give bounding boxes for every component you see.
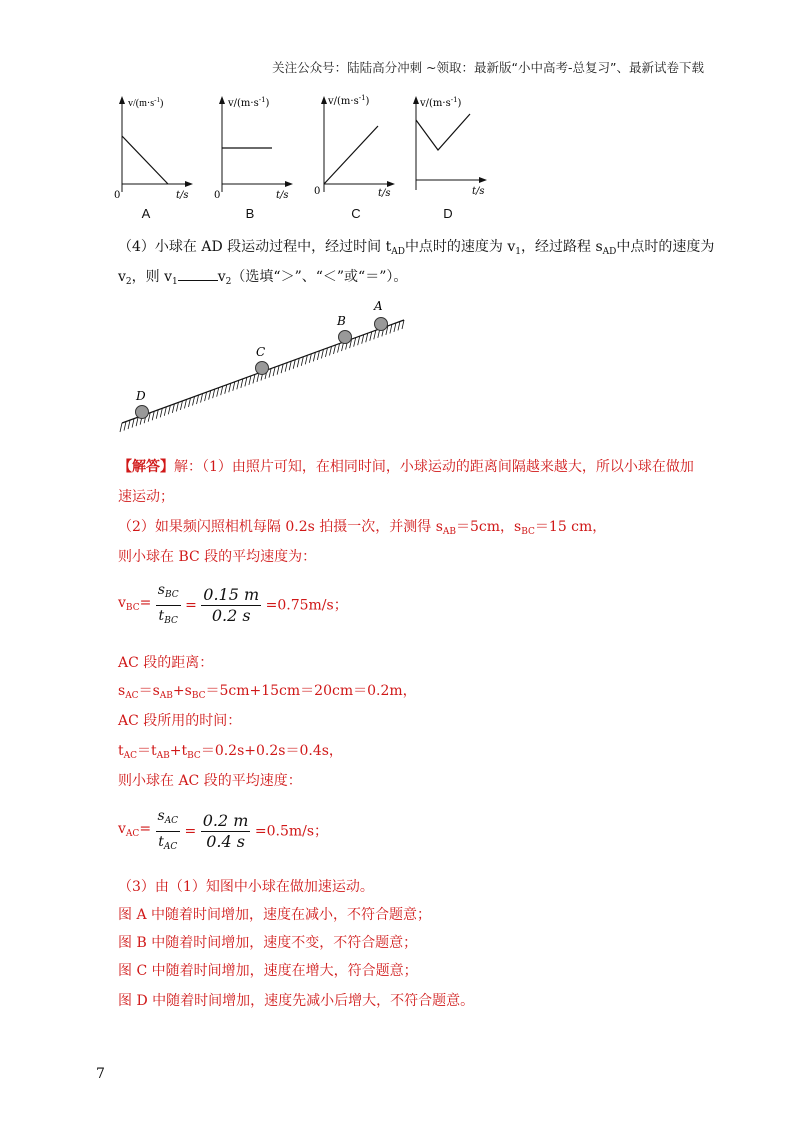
answer-p2: （2）如果频闪照相机每隔 0.2s 拍摄一次，并测得 $s_{AB}=5cm$，$s_{BC}=15$ cm， — [118, 519, 607, 537]
graph-d-label: D — [443, 206, 453, 221]
answer-p6: AC 段所用的时间： — [118, 713, 242, 729]
answer-p3: 则小球在 BC 段的平均速度为： — [118, 549, 317, 565]
graph-a — [96, 92, 196, 222]
page-number: 7 — [96, 1066, 105, 1082]
answer-p9: （3）由（1）知图中小球在做加速运动。 — [118, 879, 374, 895]
answer-p7: $t_{AC}=t_{AB}+t_{BC}=0.2s+0.2s=0.4s$， — [118, 743, 343, 761]
page-header: 关注公众号：陆陆高分冲刺 ~领取：最新版“小中高考-总复习”、最新试卷下载 — [272, 60, 704, 75]
svg-text:v/(m·s-1): $v/(m\cdot s^{-1})$ — [328, 94, 370, 107]
graph-b-plot — [200, 92, 300, 204]
graph-c — [306, 92, 406, 222]
graph-d-plot — [406, 92, 516, 204]
graph-d — [406, 92, 506, 222]
graph-c-plot — [306, 92, 406, 204]
svg-text:v/(m·s-1): $v/(m\cdot s^{-1})$ — [128, 96, 164, 109]
answer-p13: 图 D 中随着时间增加，速度先减小后增大，不符合题意。 — [118, 993, 475, 1009]
graph-a-label: A — [141, 206, 151, 221]
graph-c-label: C — [351, 206, 361, 221]
graph-a-line — [122, 136, 168, 184]
svg-text:t/s: t/s — [378, 188, 391, 199]
svg-text:0: 0 — [114, 190, 121, 201]
incline-diagram — [118, 298, 418, 438]
answer-p12: 图 C 中随着时间增加，速度在增大，符合题意； — [118, 963, 418, 979]
svg-text:0: 0 — [214, 190, 221, 201]
svg-text:t/s: t/s — [176, 190, 189, 201]
answer-p10: 图 A 中随着时间增加，速度在减小，不符合题意； — [118, 907, 432, 923]
question-4-line-1: （4）小球在 AD 段运动过程中，经过时间 $t_{AD}$中点时的速度为 $v_1$，经过路程 $s_{AD}$中点时的速度为 — [118, 239, 715, 257]
ball-d — [136, 406, 149, 419]
graph-b — [200, 92, 300, 222]
label-a: A — [374, 299, 383, 313]
ball-a — [375, 318, 388, 331]
question-4-line-2: $v_2$，则 $v_1$ $v_2$（选填“＞”、“＜”或“＝”）。 — [118, 269, 408, 287]
svg-text:t/s: t/s — [276, 190, 289, 201]
answer-p1b: 速运动； — [118, 489, 174, 505]
vt-graphs — [96, 92, 516, 222]
label-b: B — [337, 314, 346, 328]
answer-p11: 图 B 中随着时间增加，速度不变，不符合题意； — [118, 935, 418, 951]
ball-c — [256, 362, 269, 375]
answer-blank[interactable] — [178, 268, 218, 281]
label-c: C — [256, 345, 266, 359]
answer-p4: AC 段的距离： — [118, 655, 214, 671]
formula-vbc: $v_{BC}=$ $\frac{s_{BC}}{t_{BC}}$ = $\frac{0.15 m}{0.2 s}$ =0.75m/s； — [118, 582, 348, 626]
formula-vac: $v_{AC}=$ $\frac{s_{AC}}{t_{AC}}$ = $\frac{0.2 m}{0.4 s}$ =0.5m/s； — [118, 808, 329, 852]
ball-b — [339, 331, 352, 344]
label-d: D — [136, 389, 146, 403]
svg-text:0: 0 — [314, 186, 321, 197]
svg-text:v/(m·s-1): $v/(m\cdot s^{-1})$ — [228, 96, 270, 109]
graph-a-plot — [96, 92, 196, 204]
svg-text:v/(m·s-1): $v/(m\cdot s^{-1})$ — [420, 96, 462, 109]
incline-hatching — [120, 320, 404, 432]
svg-text:t/s: t/s — [472, 186, 485, 197]
graph-c-line — [324, 126, 378, 184]
graph-b-label: B — [245, 206, 255, 221]
answer-p1: 【解答】解：（1）由照片可知，在相同时间，小球运动的距离间隔越来越大，所以小球在做加 — [118, 459, 694, 475]
answer-p8: 则小球在 AC 段的平均速度： — [118, 773, 302, 789]
answer-p5: $s_{AC}=s_{AB}+s_{BC}=5cm+15cm=20cm=0.2m$， — [118, 683, 417, 701]
graph-d-line — [416, 114, 470, 150]
